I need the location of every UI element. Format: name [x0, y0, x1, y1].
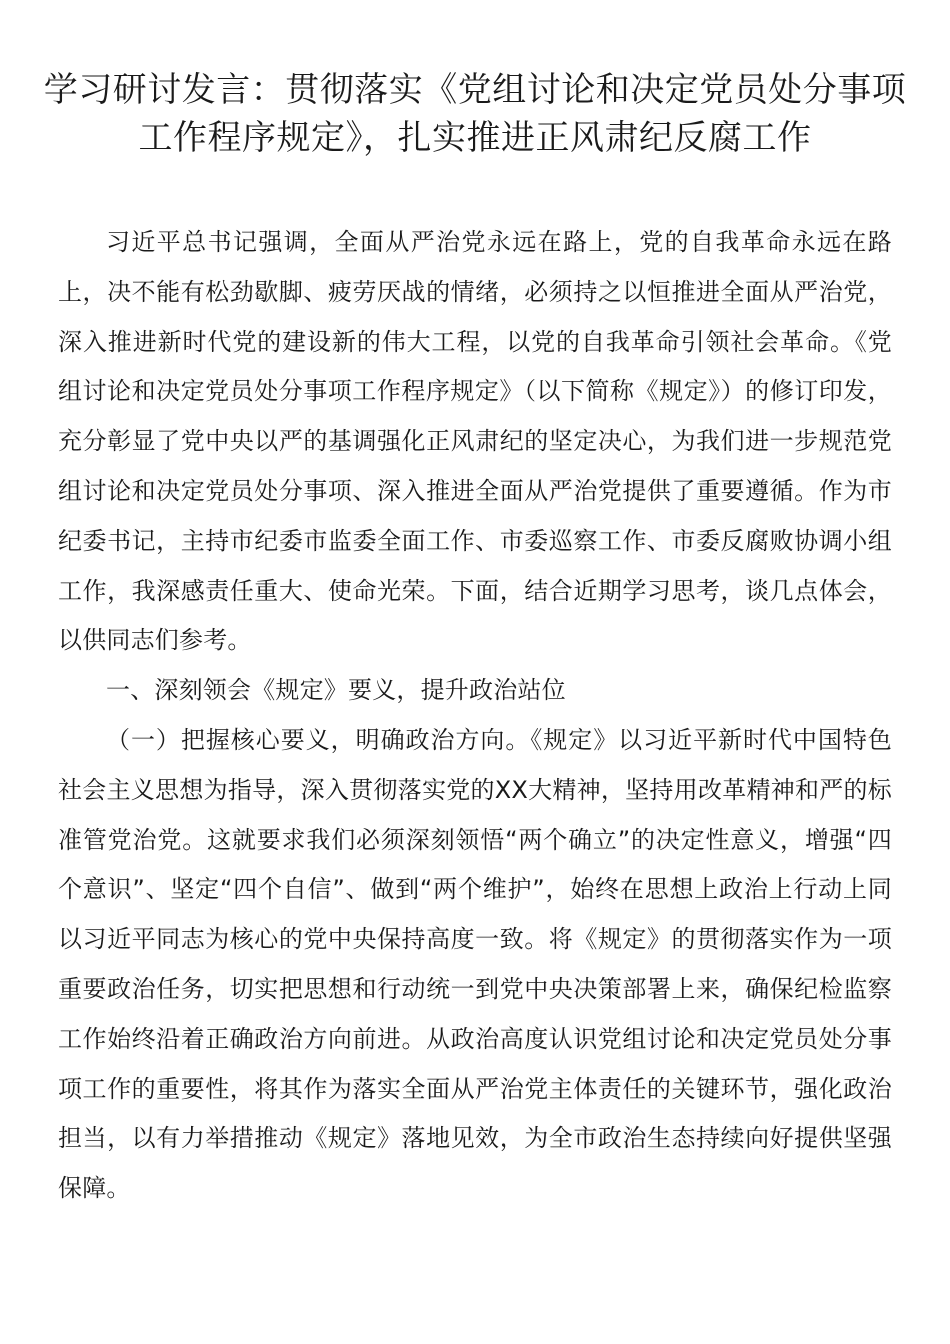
- document-body: [58, 218, 892, 1214]
- section-heading-1: 一、深刻领会《规定》要义，提升政治站位: [106, 676, 566, 705]
- document-title: 学习研讨发言：贯彻落实《党组讨论和决定党员处分事项工作程序规定》，扎实推进正风肃纪反腐工作: [43, 70, 907, 158]
- paragraph-intro: 习近平总书记强调，全面从严治党永远在路上，党的自我革命永远在路上，决不能有松劲歇脚、疲劳厌战的情绪，必须持之以恒推进全面从严治党，深入推进新时代党的建设新的伟大工程，以党的自我革命引领社会革命。《党组讨论和决定党员处分事项工作程序规定》（以下简称《规定》）的修订印发，充分彰显了党中央以严的基调强化正风肃纪的坚定决心，为我们进一步规范党组讨论和决定党员处分事项、深入推进全面从严治党提供了重要遵循。作为市纪委书记，主持市纪委市监委全面工作、市委巡察工作、市委反腐败协调小组工作，我深感责任重大、使命光荣。下面，结合近期学习思考，谈几点体会，以供同志们参考。: [58, 228, 892, 655]
- paragraph-section-1-1: （一）把握核心要义，明确政治方向。《规定》以习近平新时代中国特色社会主义思想为指导，深入贯彻落实党的XX大精神，坚持用改革精神和严的标准管党治党。这就要求我们必须深刻领悟“两个确立”的决定性意义，增强“四个意识”、坚定“四个自信”、做到“两个维护”，始终在思想上政治上行动上同以习近平同志为核心的党中央保持高度一致。将《规定》的贯彻落实作为一项重要政治任务，切实把思想和行动统一到党中央决策部署上来，确保纪检监察工作始终沿着正确政治方向前进。从政治高度认识党组讨论和决定党员处分事项工作的重要性，将其作为落实全面从严治党主体责任的关键环节，强化政治担当，以有力举措推动《规定》落地见效，为全市政治生态持续向好提供坚强保障。: [58, 725, 892, 1203]
